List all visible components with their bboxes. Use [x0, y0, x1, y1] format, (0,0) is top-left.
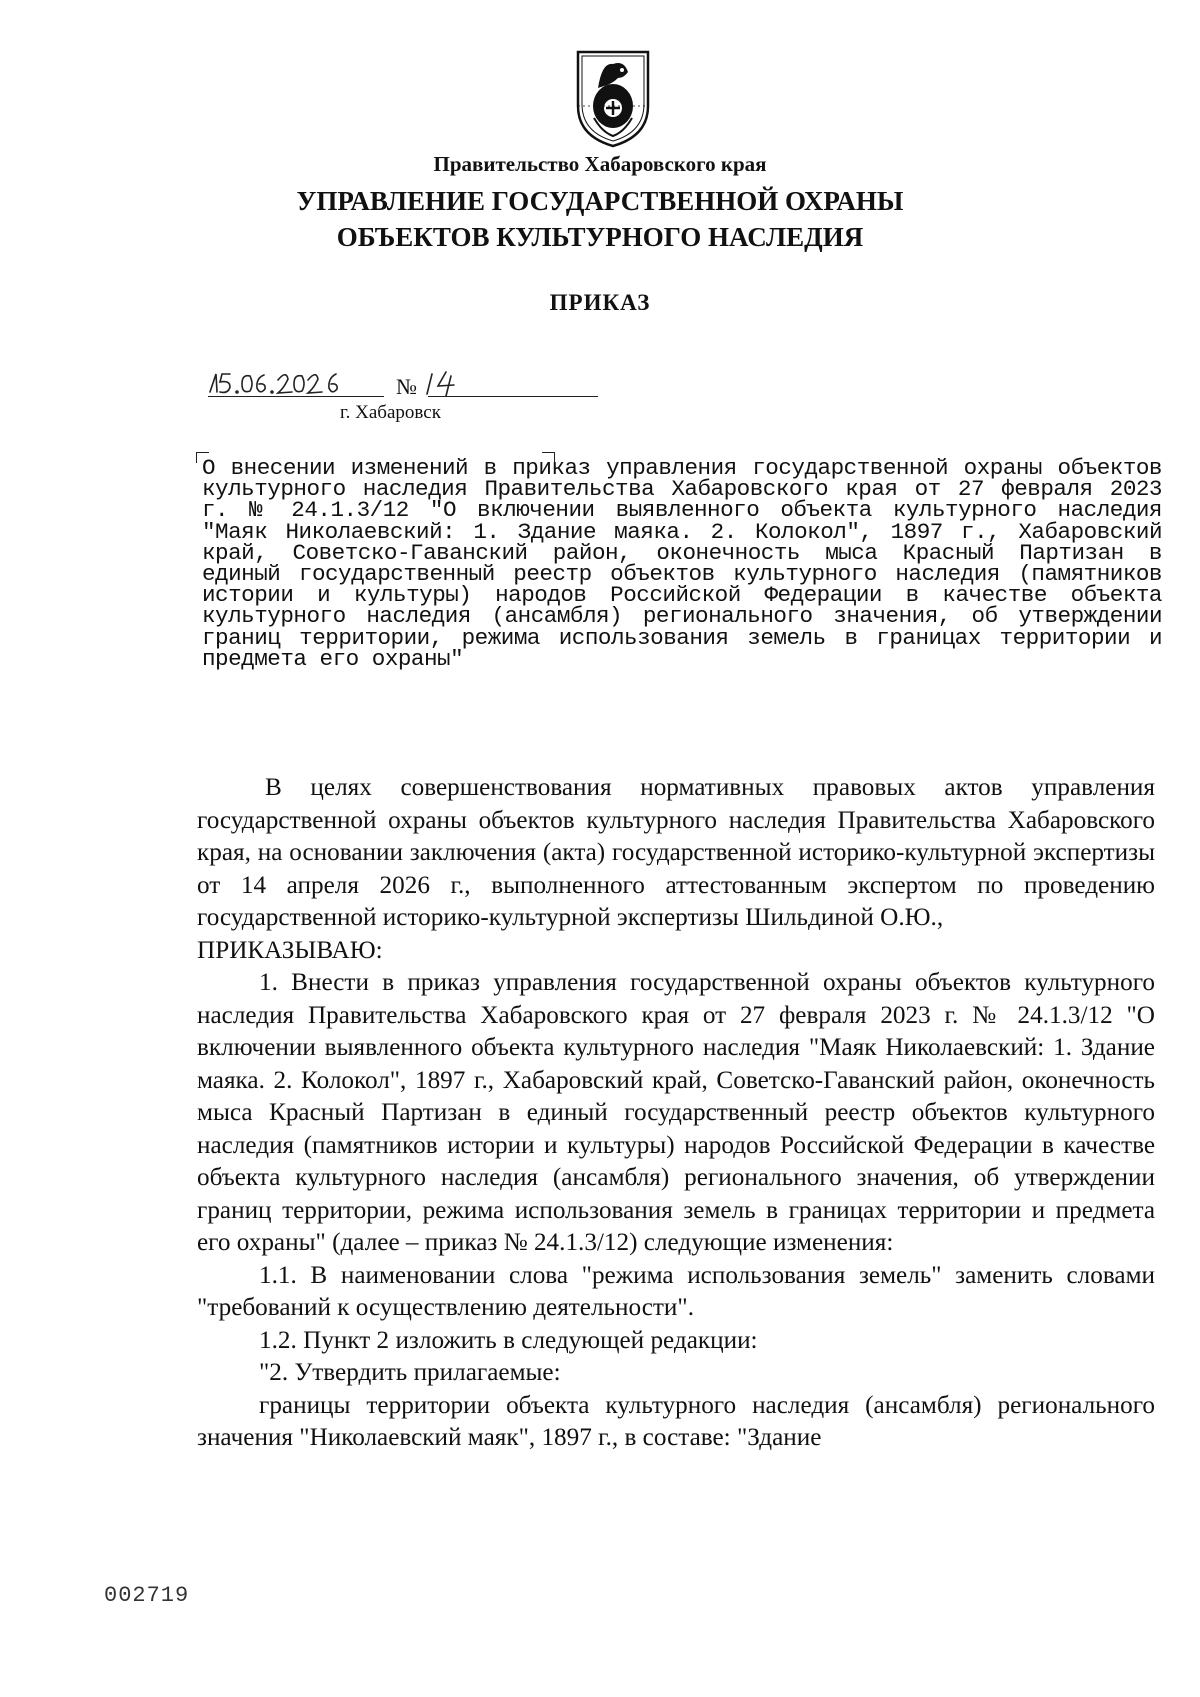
item-1-1-paragraph: 1.1. В наименовании слова "режима использования земель" заменить словами "требований к осуществлению деятельности".: [197, 1261, 1155, 1321]
order-subject: [202, 455, 1162, 672]
document-type-title: ПРИКАЗ: [549, 290, 651, 315]
order-word: ПРИКАЗЫВАЮ:: [197, 936, 383, 964]
handwritten-date: [206, 366, 356, 400]
handwritten-number: [424, 366, 464, 400]
order-body: [197, 772, 1155, 1455]
department-name-line2: ОБЪЕКТОВ КУЛЬТУРНОГО НАСЛЕДИЯ: [336, 222, 864, 252]
item-1-paragraph: 1. Внести в приказ управления государственной охраны объектов культурного наследия Правительства Хабаровского края от 27 февраля 2023 г. № 24.1.3/12 "О включении выявленного объекта культурного наследия "Маяк Николаевский: 1. Здание маяка. 2. Колокол", 1897 г., Хабаровский край, Советско-Гаванский район, оконечность мыса Красный Партизан в единый государственный реестр объектов культурного наследия (памятников истории и культуры) народов Российской Федерации в качестве объекта культурного наследия (ансамбля) регионального значения, об утверждении границ территории, режима использования земель в границах территории и предмета его охраны" (далее – приказ № 24.1.3/12) следующие изменения:: [197, 969, 1155, 1256]
quote-start-paragraph: "2. Утвердить прилагаемые:: [259, 1359, 561, 1386]
number-sign: №: [396, 374, 417, 399]
boundaries-paragraph: границы территории объекта культурного наследия (ансамбля) регионального значения "Николаевский маяк", 1897 г., в составе: "Здание: [197, 1391, 1155, 1451]
item-1-2-paragraph: 1.2. Пункт 2 изложить в следующей редакции:: [259, 1326, 758, 1354]
corner-mark-right: [542, 452, 555, 463]
corner-mark-left: [196, 452, 209, 463]
serial-number: 002719: [104, 1583, 190, 1608]
coat-of-arms-emblem: [572, 48, 654, 148]
order-subject-text: О внесении изменений в приказ управления государственной охраны объектов культурного наследия Правительства Хабаровского края от 27 февраля 2023 г. № 24.1.3/12 "О включении выявленного объекта культурного наследия "Маяк Николаевский: 1. Здание маяка. 2. Колокол", 1897 г., Хабаровский край, Советско-Гаванский район, оконечность мыса Красный Партизан в единый государственный реестр объектов культурного наследия (памятников истории и культуры) народов Российской Федерации в качестве объекта культурного наследия (ансамбля) регионального значения, об утверждении границ территории, режима использования земель в границах территории и предмета его охраны": [202, 455, 1162, 672]
preamble-paragraph: В целях совершенствования нормативных правовых актов управления государственной охраны объектов культурного наследия Правительства Хабаровского края, на основании заключения (акта) государственной историко-культурной экспертизы от 14 апреля 2026 г., выполненного аттестованным экспертом по проведению государственной историко-культурной экспертизы Шильдиной О.Ю.,: [197, 774, 1155, 931]
government-name: Правительство Хабаровского края: [433, 152, 767, 176]
document-city: г. Хабаровск: [340, 402, 441, 423]
department-name-line1: УПРАВЛЕНИЕ ГОСУДАРСТВЕННОЙ ОХРАНЫ: [296, 186, 904, 216]
